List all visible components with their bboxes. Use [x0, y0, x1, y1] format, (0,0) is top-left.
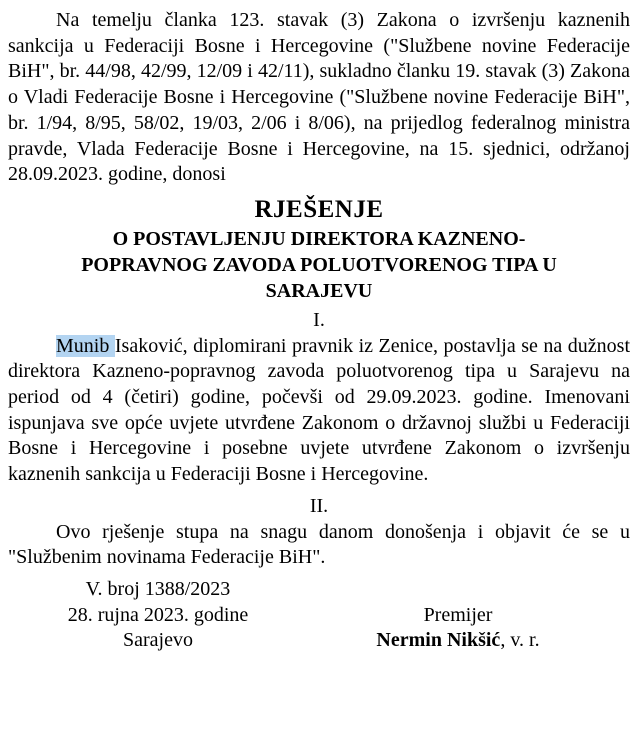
- highlighted-name: Munib: [56, 334, 115, 357]
- document-place: Sarajevo: [123, 629, 193, 652]
- document-title: RJEŠENJE: [254, 195, 384, 223]
- document-subtitle-line: POPRAVNOG ZAVODA POLUOTVORENOG TIPA U: [81, 253, 557, 276]
- reference-number: V. broj 1388/2023: [85, 577, 231, 600]
- document-subtitle-line: SARAJEVU: [265, 279, 373, 302]
- title-block: [8, 194, 630, 304]
- footer-meta: [8, 577, 308, 654]
- section-1-paragraph: [8, 334, 630, 488]
- document-subtitle-line: O POSTAVLJENJU DIREKTORA KAZNENO-: [112, 227, 526, 250]
- document-date: 28. rujna 2023. godine: [67, 603, 249, 626]
- footer: [8, 577, 630, 654]
- document-subtitle: [8, 226, 630, 304]
- signature-block: [318, 603, 598, 654]
- section-2-paragraph: Ovo rješenje stupa na snagu danom donošenja i objavit će se u "Službenim novinama Federacije BiH".: [8, 520, 630, 569]
- signer-line: [318, 628, 598, 654]
- signer-name: Nermin Nikšić: [376, 629, 501, 652]
- signer-suffix: , v. r.: [500, 629, 540, 652]
- section-2-numeral: II.: [309, 494, 329, 517]
- signer-title: Premijer: [423, 603, 493, 626]
- preamble-paragraph: Na temelju članka 123. stavak (3) Zakona o izvršenju kaznenih sankcija u Federaciji Bosne i Hercegovine ("Službene novine Federacije BiH", br. 44/98, 42/99, 12/09 i 42/11), sukladno članku 19. stavak (3) Zakona o Vladi Federacije Bosne i Hercegovine ("Službene novine Federacije BiH", br. 1/94, 8/95, 58/02, 19/03, 2/06 i 8/06), na prijedlog federalnog ministra pravde, Vlada Federacije Bosne i Hercegovine, na 15. sjednici, održanoj 28.09.2023. godine, donosi: [8, 9, 630, 186]
- section-1-text: Isaković, diplomirani pravnik iz Zenice, postavlja se na dužnost direktora Kazneno-popravnog zavoda poluotvorenog tipa u Sarajevu na period od 4 (četiri) godine, počevši od 29.09.2023. godine. Imenovani ispunjava sve opće uvjete utvrđene Zakonom o državnoj službi u Federaciji Bosne i Hercegovine i posebne uvjete utvrđene Zakonom o izvršenju kaznenih sankcija u Federaciji Bosne i Hercegovine.: [8, 334, 631, 486]
- section-1-numeral: I.: [313, 308, 325, 331]
